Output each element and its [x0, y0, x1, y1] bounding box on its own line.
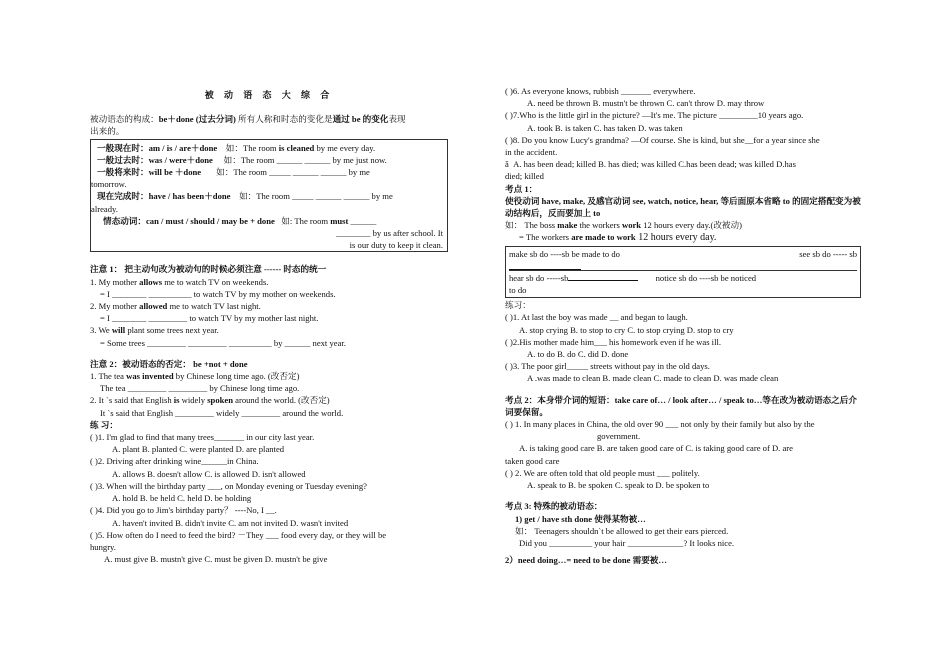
tense-example: by me every day.	[314, 142, 376, 153]
sentence-bold: was invented	[126, 371, 174, 382]
question-options: A. must give B. mustn't give C. must be given D. mustn't be give	[104, 554, 328, 565]
question: ( )1. At last the boy was made __ and began to laugh.	[505, 312, 688, 323]
sentence-part: plant some trees next year.	[125, 325, 219, 336]
structure-cell: see sb do ----- sb	[799, 248, 857, 259]
question-cont: hungry.	[90, 541, 116, 552]
sentence-bold: is	[173, 395, 180, 406]
sentence-part: 2. It `s said that English	[90, 395, 174, 406]
page-title: 被 动 语 态 大 综 合	[204, 90, 334, 100]
left-column	[90, 84, 448, 565]
sentence-bold: are made to work	[571, 232, 636, 243]
question-options: A. stop crying B. to stop to cry C. to stop crying D. stop to cry	[519, 324, 734, 335]
sentence-part: 3. We	[90, 325, 112, 336]
tense-example-bold: is cleaned	[278, 142, 315, 153]
keypoint1-heading: 考点 1：	[505, 183, 538, 194]
structure-cell: make sb do ----sb be made to do	[509, 248, 620, 259]
tense-form: will be ＋done	[148, 167, 202, 178]
intro-part: 被动语态的构成：	[90, 114, 159, 125]
tense-example-bold: must	[330, 215, 349, 226]
sentence-part: around the world. (改否定)	[233, 395, 330, 406]
tense-row	[97, 190, 443, 202]
tense-example: 如：The room ______ ______ by me just now.	[223, 154, 387, 165]
tense-table	[90, 139, 448, 253]
question-options: A. is taking good care B. are taken good care of C. is taking good care of D. are	[519, 443, 793, 454]
note2-answer: It `s said that English _________ widely _________ around the world.	[100, 407, 344, 418]
tense-row	[97, 166, 443, 178]
intro-emphasis: 通过 be 的变化	[332, 114, 389, 125]
practice-heading: 练习：	[505, 300, 531, 311]
question: ( ) 1. In many places in China, the old over 90 ___ not only by their family but also by the	[505, 419, 815, 430]
question-options: A .was made to clean B. made clean C. made to clean D. was made clean	[527, 373, 779, 384]
keypoint1-example	[505, 219, 861, 231]
sentence-part: 1. My mother	[90, 276, 140, 287]
tense-label: 情态动词：	[103, 215, 146, 226]
note2-item	[90, 394, 448, 406]
note1-heading: 注意 1： 把主动句改为被动句的时候必须注意 ------ 时态的统一	[90, 264, 327, 275]
question: ( )7.Who is the little girl in the picture? —It's me. The picture _________10 years ago.	[505, 110, 804, 121]
keypoint3-example: 如： Teenagers shouldn`t be allowed to get their ears pierced.	[515, 525, 729, 536]
sentence-part: 12 hours every day.	[635, 232, 717, 244]
question: ( )1. I'm glad to find that many trees_______ in our city last year.	[90, 432, 315, 443]
sentence-bold: spoken	[207, 395, 233, 406]
sentence-part: by Chinese long time ago. (改否定)	[173, 371, 300, 382]
note1-answer: = I ________ __________ to watch TV by my mother on weekends.	[100, 288, 336, 299]
intro-text	[90, 113, 448, 137]
keypoint3-example: Did you __________ your hair _____________? It looks nice.	[519, 537, 735, 548]
question: ( )2.His mother made him___ his homework even if he was ill.	[505, 336, 721, 347]
intro-part: 所有人称和时态的变化是	[238, 114, 333, 125]
stray-mark: ǎ	[505, 159, 509, 170]
question: ( ) 2. We are often told that old people must ___ politely.	[505, 467, 700, 478]
tense-form: have / has been＋done	[148, 191, 231, 202]
tense-example: ______	[348, 215, 377, 226]
sentence-part: the workers	[577, 220, 622, 231]
sentence-bold: work	[621, 220, 642, 231]
note1-item	[90, 300, 448, 312]
sentence-part: 12 hours every day.(改被动)	[641, 220, 742, 231]
tense-label: 现在完成时：	[97, 191, 149, 202]
question-options: A. speak to B. be spoken C. speak to D. be spoken to	[527, 480, 710, 491]
sentence-part: me to watch TV on weekends.	[162, 276, 269, 287]
tense-example: 如：The room _____ ______ ______ by me	[239, 191, 393, 202]
question: ( )3. The poor girl_____ streets without pay in the old days.	[505, 361, 710, 372]
question-options: A. allows B. doesn't allow C. is allowed D. isn't allowed	[112, 468, 306, 479]
blank-line	[509, 260, 581, 270]
tense-example: 如：The room _____ ______ ______ by me	[216, 167, 370, 178]
keypoint2-heading: 考点 2：本身带介词的短语：take care of… / look after… / speak to…等在改为被动语态之后介词要保留。	[505, 394, 857, 417]
question-options: A. took B. is taken C. has taken D. was taken	[527, 122, 683, 133]
note1-item	[90, 276, 448, 288]
note2-heading: 注意 2：被动语态的否定： be +not + done	[90, 358, 248, 369]
tense-row	[97, 154, 443, 166]
keypoint1-text: 使役动词 have, make, 及感官动词 see, watch, notice, hear, 等后面原本省略 to 的固定搭配变为被动结构后，反而要加上 to	[505, 195, 861, 219]
tense-row-cont: tomorrow.	[91, 179, 127, 190]
tense-label: 一般将来时：	[97, 167, 149, 178]
question: ( )8. Do you know Lucy's grandma? —Of course. She is kind, but she__for a year since she	[505, 134, 820, 145]
note1-item	[90, 324, 448, 336]
sentence-bold: will	[111, 325, 126, 336]
note1-answer: = I ________ _________ to watch TV by my mother last night.	[100, 313, 319, 324]
exercise-heading: 练 习：	[90, 419, 118, 430]
tense-label: 一般现在时：	[97, 142, 149, 153]
right-column	[505, 85, 861, 566]
tense-row-cont: ________ by us after school. It	[336, 228, 443, 239]
structure-row	[509, 270, 857, 284]
question-options: A. hold B. be held C. held D. be holding	[112, 493, 252, 504]
question: ( )6. As everyone knows, rubbish _______ everywhere.	[505, 86, 696, 96]
intro-formula: be＋done (过去分词)	[158, 114, 236, 125]
tense-example: 如：The room	[225, 142, 279, 153]
question-options: A. need be thrown B. mustn't be thrown C. can't throw D. may throw	[527, 98, 765, 109]
question: ( )2. Driving after drinking wine______in China.	[90, 456, 259, 467]
keypoint3-heading: 考点 3: 特殊的被动语态：	[505, 501, 603, 512]
sentence-bold: make	[557, 220, 578, 231]
question-cont: in the accident.	[505, 147, 558, 158]
question-options-text: A. has been dead; killed B. has died; was killed C.has been dead; was killed D.has	[513, 159, 796, 170]
sentence-part: 如： The boss	[505, 220, 558, 231]
tense-form: was / were＋done	[148, 154, 213, 165]
structure-row: to do	[509, 285, 527, 296]
intro-part: 出来的。	[90, 126, 125, 137]
structure-blank	[509, 260, 857, 270]
question: ( )3. When will the birthday party ___, on Monday evening or Tuesday evening?	[90, 480, 367, 491]
tense-row	[97, 215, 443, 227]
question-options-cont: taken good care	[505, 455, 560, 466]
structure-cell: notice sb do ----sb be noticed	[655, 272, 757, 283]
sentence-bold: allowed	[139, 301, 168, 312]
question: ( )5. How often do I need to feed the bird? －They ___ food every day, or they will be	[90, 529, 387, 540]
blank-line	[568, 271, 638, 281]
structure-table	[505, 246, 861, 299]
question-options: A. plant B. planted C. were planted D. are planted	[112, 444, 285, 455]
sentence-part: = The workers	[519, 232, 572, 243]
keypoint3-item: 2）need doing…= need to be done 需要被…	[505, 555, 667, 566]
question-options-cont: died; killed	[505, 171, 544, 182]
keypoint1-example	[505, 231, 861, 244]
tense-example: 如: The room	[281, 215, 331, 226]
question-options	[505, 158, 861, 170]
structure-row	[509, 248, 857, 260]
structure-cell: hear sb do -----sb	[509, 272, 569, 283]
sentence-part: 1. The tea	[90, 371, 127, 382]
question-options: A. to do B. do C. did D. done	[527, 349, 629, 360]
tense-label: 一般过去时：	[97, 154, 149, 165]
tense-form: am / is / are＋done	[148, 142, 218, 153]
tense-row-cont: is our duty to keep it clean.	[349, 240, 443, 251]
question-options: A. haven't invited B. didn't invite C. am not invited D. wasn't invited	[112, 517, 349, 528]
question: ( )4. Did you go to Jim's birthday party？ ----No, I __.	[90, 505, 277, 516]
keypoint3-item: 1) get / have sth done 使得某物被…	[515, 513, 646, 524]
note1-answer: = Some trees _________ _________ __________ by ______ next year.	[100, 337, 346, 348]
sentence-bold: allows	[139, 276, 163, 287]
question-cont: government.	[597, 431, 641, 442]
tense-row	[97, 142, 443, 154]
note2-item	[90, 370, 448, 382]
intro-part: 表现	[388, 114, 406, 125]
tense-row-cont: already.	[91, 203, 118, 214]
sentence-part: 2. My mother	[90, 301, 140, 312]
sentence-part: widely	[179, 395, 208, 406]
note2-answer: The tea _________ _________ by Chinese long time ago.	[100, 383, 300, 394]
tense-form: can / must / should / may be + done	[145, 215, 275, 226]
sentence-part: me to watch TV last night.	[167, 301, 261, 312]
